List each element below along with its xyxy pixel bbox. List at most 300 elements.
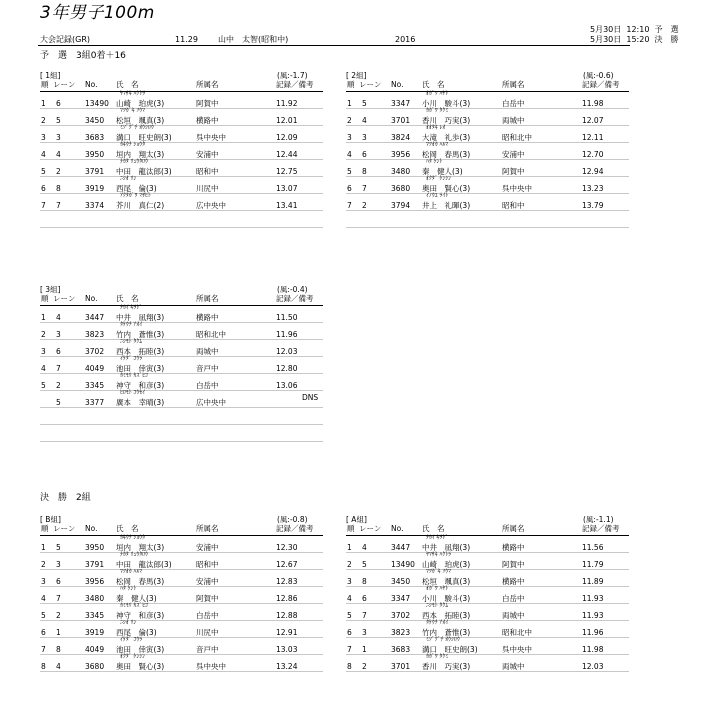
name-kana: ｲｹﾀﾞ ｺｳﾗ: [120, 637, 143, 643]
athlete-name: 神守 和彦(3): [116, 611, 165, 620]
athlete-name: 香川 巧実(3): [422, 662, 471, 671]
rank-cell: 5: [41, 381, 46, 390]
column-header-row: [40, 295, 323, 305]
athlete-name: 井上 礼暉(3): [422, 201, 471, 210]
number-cell: 3794: [391, 201, 411, 210]
name-kana: ﾅｶﾀ ﾘｭｳﾀﾛｳ: [120, 552, 148, 558]
number-cell: 3919: [85, 184, 105, 193]
athlete-name: 奥田 賢心(3): [116, 662, 165, 671]
schedule-prelim-round: 予 選: [654, 25, 679, 34]
number-cell: 3683: [391, 645, 411, 654]
schedule-prelim-date: 5月30日: [590, 25, 622, 34]
athlete-name: 山崎 珀虎(3): [116, 99, 165, 108]
col-lane-header: レーン: [53, 80, 76, 89]
lane-cell: 2: [56, 167, 61, 176]
name-kana: ﾏﾂｵｶ ﾊﾙﾏ: [120, 569, 143, 575]
number-cell: 4049: [85, 645, 105, 654]
table-row: [346, 92, 629, 109]
lane-cell: 5: [56, 398, 61, 407]
rank-cell: 5: [347, 611, 352, 620]
col-record-header: 記録／備考: [582, 524, 620, 533]
name-kana: ｶｷｳﾁ ｼｮｳﾀ: [120, 535, 146, 541]
number-cell: 3702: [85, 347, 105, 356]
final-section-label: 決 勝 2組: [40, 493, 91, 503]
record-label: 大会記録(GR): [40, 35, 90, 44]
result-time: 12.94: [582, 167, 604, 176]
lane-cell: 4: [56, 313, 61, 322]
name-kana: ｵｶﾞﾜ ﾊﾔﾄ: [426, 586, 449, 592]
name-kana: ﾋﾛﾓﾄ ｺｳｾｲ: [120, 390, 146, 396]
col-name-header: 氏 名: [116, 524, 139, 533]
column-header-row: [346, 81, 629, 91]
rank-cell: 7: [41, 645, 46, 654]
athlete-name: 奥田 賢心(3): [422, 184, 471, 193]
rank-cell: 3: [41, 347, 46, 356]
table-row: [40, 570, 323, 587]
col-no-header: No.: [85, 524, 98, 533]
rank-cell: 6: [41, 628, 46, 637]
header-rule: [38, 45, 630, 46]
result-time: 13.07: [276, 184, 298, 193]
col-school-header: 所属名: [502, 524, 525, 533]
result-time: 11.50: [276, 313, 298, 322]
name-kana: ﾆｼｵ ﾘﾝ: [120, 620, 137, 626]
school-name: 白岳中: [196, 381, 219, 390]
school-name: 広中央中: [196, 398, 226, 407]
school-name: 音戸中: [196, 364, 219, 373]
result-time: 13.79: [582, 201, 604, 210]
school-name: 安浦中: [196, 543, 219, 552]
school-name: 白岳中: [196, 611, 219, 620]
number-cell: 4049: [85, 364, 105, 373]
rank-cell: 6: [347, 628, 352, 637]
name-kana: ﾊﾀ ｹﾝﾄ: [120, 586, 137, 592]
table-row: [40, 126, 323, 143]
athlete-name: 溝口 旺史朗(3): [116, 133, 172, 142]
row-divider: [40, 227, 323, 228]
result-time: 11.56: [582, 543, 604, 552]
table-row: [40, 425, 323, 442]
lane-cell: 3: [56, 560, 61, 569]
result-time: 12.86: [276, 594, 298, 603]
name-kana: ｶﾐﾓﾘ ｶｽﾞﾋｺ: [120, 603, 148, 609]
col-rank-header: 順: [347, 80, 355, 89]
name-kana: ﾏﾂｶﾞｷ ｿｳﾏ: [120, 108, 146, 114]
table-row: [40, 357, 323, 374]
col-school-header: 所属名: [502, 80, 525, 89]
number-cell: 3447: [85, 313, 105, 322]
schedule-final-time: 15:20: [626, 35, 650, 44]
table-row: [40, 638, 323, 655]
school-name: 阿賀中: [502, 167, 525, 176]
school-name: 白岳中: [502, 594, 525, 603]
rank-cell: 1: [347, 99, 352, 108]
lane-cell: 6: [56, 347, 61, 356]
name-kana: ｲﾉｳｴ ﾗｲﾄ: [426, 193, 449, 199]
wind-reading: (風:-0.8): [277, 515, 308, 524]
schedule-prelim: [590, 26, 679, 34]
schedule-final-round: 決 勝: [654, 35, 679, 44]
record-holder: 山中 太智(昭和中): [218, 35, 289, 44]
rank-cell: 5: [41, 167, 46, 176]
name-kana: ｶﾐﾓﾘ ｶｽﾞﾋｺ: [120, 373, 148, 379]
rank-cell: 3: [41, 577, 46, 586]
school-name: 川尻中: [196, 184, 219, 193]
lane-cell: 3: [362, 133, 367, 142]
lane-cell: 7: [56, 201, 61, 210]
table-row: [40, 323, 323, 340]
lane-cell: 2: [362, 662, 367, 671]
athlete-name: 竹内 蒼惟(3): [116, 330, 165, 339]
col-name-header: 氏 名: [116, 294, 139, 303]
athlete-name: 池田 倖寅(3): [116, 364, 165, 373]
number-cell: 3701: [391, 662, 411, 671]
rank-cell: 4: [347, 150, 352, 159]
athlete-name: 中井 凪翔(3): [422, 543, 471, 552]
table-row: [346, 604, 629, 621]
athlete-name: 中田 龍汰郎(3): [116, 560, 172, 569]
name-kana: ﾅｶﾀ ﾘｭｳﾀﾛｳ: [120, 159, 148, 165]
lane-cell: 7: [56, 364, 61, 373]
record-year: 2016: [395, 35, 416, 44]
result-time: 12.67: [276, 560, 298, 569]
rank-cell: 4: [41, 594, 46, 603]
result-time: 12.83: [276, 577, 298, 586]
number-cell: 3701: [391, 116, 411, 125]
name-kana: ﾏﾂｵｶ ﾊﾙﾏ: [426, 142, 449, 148]
school-name: 阿賀中: [502, 560, 525, 569]
prelim-section-label: 予 選 3組0着＋16: [40, 51, 126, 61]
athlete-name: 松岡 春馬(3): [116, 577, 165, 586]
col-rank-header: 順: [347, 524, 355, 533]
name-kana: ｶｶﾞﾜ ﾀｸﾐ: [426, 654, 449, 660]
heat-title: [ 2組]: [346, 71, 367, 80]
name-kana: ﾊﾀ ｹﾝﾄ: [426, 159, 443, 165]
rank-cell: 2: [41, 116, 46, 125]
col-record-header: 記録／備考: [276, 294, 314, 303]
lane-cell: 6: [56, 577, 61, 586]
athlete-name: 溝口 旺史朗(3): [422, 645, 478, 654]
athlete-name: 西尾 倫(3): [116, 184, 157, 193]
number-cell: 3956: [85, 577, 105, 586]
number-cell: 3950: [85, 543, 105, 552]
number-cell: 3919: [85, 628, 105, 637]
rank-cell: 5: [347, 167, 352, 176]
number-cell: 3680: [85, 662, 105, 671]
wind-reading: (風:-0.4): [277, 285, 308, 294]
athlete-name: 垣内 翔太(3): [116, 150, 165, 159]
name-kana: ﾆｼﾓﾄ ﾀｸﾑ: [120, 339, 143, 345]
wind-reading: (風:-1.7): [277, 71, 308, 80]
table-row: [40, 604, 323, 621]
result-time: 12.80: [276, 364, 298, 373]
number-cell: 3450: [85, 116, 105, 125]
table-row: [40, 536, 323, 553]
result-time: 13.03: [276, 645, 298, 654]
school-name: 安浦中: [502, 150, 525, 159]
school-name: 昭和北中: [196, 330, 226, 339]
rank-cell: 7: [347, 645, 352, 654]
lane-cell: 7: [362, 611, 367, 620]
table-row: [40, 553, 323, 570]
result-time: 12.01: [276, 116, 298, 125]
name-kana: ﾅｶｲ ｷﾗﾄﾞ: [426, 535, 449, 541]
number-cell: 3480: [391, 167, 411, 176]
lane-cell: 3: [362, 628, 367, 637]
lane-cell: 5: [56, 116, 61, 125]
rank-cell: 3: [347, 133, 352, 142]
number-cell: 3791: [85, 167, 105, 176]
table-row: [40, 391, 323, 408]
lane-cell: 5: [56, 543, 61, 552]
result-time: 12.44: [276, 150, 298, 159]
athlete-name: 竹内 蒼惟(3): [422, 628, 471, 637]
lane-cell: 6: [362, 594, 367, 603]
school-name: 昭和中: [196, 560, 219, 569]
school-name: 横路中: [502, 577, 525, 586]
number-cell: 3377: [85, 398, 105, 407]
school-name: 呉中央中: [502, 645, 532, 654]
number-cell: 3823: [391, 628, 411, 637]
column-header-row: [40, 81, 323, 91]
col-record-header: 記録／備考: [582, 80, 620, 89]
heat-title: [ 1組]: [40, 71, 61, 80]
heat-title: [ B組]: [40, 515, 61, 524]
school-name: 両城中: [502, 116, 525, 125]
school-name: 横路中: [196, 313, 219, 322]
athlete-name: 秦 健人(3): [116, 594, 157, 603]
rank-cell: 2: [41, 330, 46, 339]
result-time: 13.41: [276, 201, 298, 210]
name-kana: ｵｵﾀｷ ﾚｵ: [426, 125, 446, 131]
col-rank-header: 順: [41, 294, 49, 303]
result-time: 12.03: [582, 662, 604, 671]
col-record-header: 記録／備考: [276, 80, 314, 89]
col-lane-header: レーン: [359, 80, 382, 89]
col-no-header: No.: [391, 524, 404, 533]
result-note: DNS: [302, 393, 319, 402]
number-cell: 3950: [85, 150, 105, 159]
athlete-name: 西尾 倫(3): [116, 628, 157, 637]
athlete-name: 垣内 翔太(3): [116, 543, 165, 552]
lane-cell: 8: [362, 577, 367, 586]
lane-cell: 2: [362, 201, 367, 210]
schedule-prelim-time: 12:10: [626, 25, 650, 34]
school-name: 呉中央中: [502, 184, 532, 193]
result-time: 12.91: [276, 628, 298, 637]
name-kana: ﾅｶｲ ｷﾗﾄﾞ: [120, 305, 143, 311]
lane-cell: 5: [362, 560, 367, 569]
result-time: 12.07: [582, 116, 604, 125]
lane-cell: 2: [56, 381, 61, 390]
number-cell: 13490: [391, 560, 415, 569]
heat-title: [ 3組]: [40, 285, 61, 294]
lane-cell: 4: [56, 150, 61, 159]
number-cell: 3345: [85, 381, 105, 390]
rank-cell: 6: [347, 184, 352, 193]
column-header-row: [40, 525, 323, 535]
number-cell: 3347: [391, 594, 411, 603]
athlete-name: 小川 駿斗(3): [422, 99, 471, 108]
school-name: 呉中央中: [196, 133, 226, 142]
result-time: 11.98: [582, 99, 604, 108]
school-name: 安浦中: [196, 150, 219, 159]
name-kana: ﾔﾏｻｷ ﾊｸﾄﾗ: [426, 552, 452, 558]
col-name-header: 氏 名: [422, 524, 445, 533]
name-kana: ﾔﾏｻｷ ﾊｸﾄﾗ: [120, 91, 146, 97]
result-time: 11.89: [582, 577, 604, 586]
table-row: [40, 306, 323, 323]
result-time: 12.88: [276, 611, 298, 620]
table-row: [40, 340, 323, 357]
col-rank-header: 順: [41, 80, 49, 89]
school-name: 昭和中: [196, 167, 219, 176]
col-rank-header: 順: [41, 524, 49, 533]
rank-cell: 4: [347, 594, 352, 603]
lane-cell: 8: [56, 184, 61, 193]
table-row: [40, 177, 323, 194]
heat-title: [ A組]: [346, 515, 367, 524]
lane-cell: 1: [362, 645, 367, 654]
number-cell: 3450: [391, 577, 411, 586]
school-name: 白岳中: [502, 99, 525, 108]
number-cell: 3824: [391, 133, 411, 142]
table-row: [346, 177, 629, 194]
table-row: [40, 587, 323, 604]
table-row: [346, 553, 629, 570]
number-cell: 3480: [85, 594, 105, 603]
athlete-name: 松垣 颯真(3): [422, 577, 471, 586]
number-cell: 3374: [85, 201, 105, 210]
result-time: 13.24: [276, 662, 298, 671]
athlete-name: 秦 健人(3): [422, 167, 463, 176]
result-time: 11.93: [582, 594, 604, 603]
event-title: 3年男子100m: [40, 3, 155, 23]
athlete-name: 中井 凪翔(3): [116, 313, 165, 322]
table-row: [346, 587, 629, 604]
number-cell: 3680: [391, 184, 411, 193]
wind-reading: (風:-0.6): [583, 71, 614, 80]
rank-cell: 7: [347, 201, 352, 210]
number-cell: 3683: [85, 133, 105, 142]
result-time: 12.70: [582, 150, 604, 159]
number-cell: 3447: [391, 543, 411, 552]
table-row: [40, 408, 323, 425]
col-school-header: 所属名: [196, 80, 219, 89]
name-kana: ｶｶﾞﾜ ﾀｸﾐ: [426, 108, 449, 114]
lane-cell: 7: [362, 184, 367, 193]
athlete-name: 松岡 春馬(3): [422, 150, 471, 159]
number-cell: 3791: [85, 560, 105, 569]
row-divider: [40, 671, 323, 672]
rank-cell: 1: [41, 313, 46, 322]
name-kana: ﾆｼｵ ﾘﾝ: [120, 176, 137, 182]
rank-cell: 4: [41, 364, 46, 373]
lane-cell: 3: [56, 330, 61, 339]
table-row: [346, 655, 629, 672]
lane-cell: 6: [362, 150, 367, 159]
table-row: [346, 126, 629, 143]
table-row: [346, 570, 629, 587]
col-lane-header: レーン: [359, 524, 382, 533]
school-name: 広中央中: [196, 201, 226, 210]
rank-cell: 7: [41, 201, 46, 210]
result-time: 12.75: [276, 167, 298, 176]
result-time: 13.23: [582, 184, 604, 193]
lane-cell: 1: [56, 628, 61, 637]
table-row: [40, 211, 323, 228]
col-no-header: No.: [391, 80, 404, 89]
rank-cell: 8: [347, 662, 352, 671]
table-row: [40, 160, 323, 177]
col-name-header: 氏 名: [116, 80, 139, 89]
athlete-name: 芥川 真仁(2): [116, 201, 165, 210]
school-name: 安浦中: [196, 577, 219, 586]
lane-cell: 4: [362, 543, 367, 552]
name-kana: ｶｷｳﾁ ｼｮｳﾀ: [120, 142, 146, 148]
result-time: 12.09: [276, 133, 298, 142]
result-time: 11.96: [276, 330, 298, 339]
name-kana: ｵｶﾞﾜ ﾊﾔﾄ: [426, 91, 449, 97]
col-name-header: 氏 名: [422, 80, 445, 89]
result-time: 12.30: [276, 543, 298, 552]
table-row: [346, 536, 629, 553]
col-no-header: No.: [85, 80, 98, 89]
rank-cell: 4: [41, 150, 46, 159]
col-lane-header: レーン: [53, 524, 76, 533]
athlete-name: 香川 巧実(3): [422, 116, 471, 125]
lane-cell: 4: [56, 662, 61, 671]
rank-cell: 3: [41, 133, 46, 142]
rank-cell: 8: [41, 662, 46, 671]
name-kana: ﾐｿﾞｸﾞﾁ ｵｳｼﾛｳ: [120, 125, 154, 131]
school-name: 昭和中: [502, 201, 525, 210]
table-row: [40, 194, 323, 211]
name-kana: ﾆｼﾓﾄ ﾀｸﾑ: [426, 603, 449, 609]
table-row: [40, 143, 323, 160]
lane-cell: 7: [56, 594, 61, 603]
athlete-name: 廣本 幸晴(3): [116, 398, 165, 407]
number-cell: 3702: [391, 611, 411, 620]
number-cell: 3956: [391, 150, 411, 159]
rank-cell: 1: [41, 99, 46, 108]
col-record-header: 記録／備考: [276, 524, 314, 533]
wind-reading: (風:-1.1): [583, 515, 614, 524]
rank-cell: 5: [41, 611, 46, 620]
school-name: 昭和北中: [502, 133, 532, 142]
table-row: [40, 621, 323, 638]
table-row: [40, 109, 323, 126]
table-row: [346, 621, 629, 638]
result-time: 13.06: [276, 381, 298, 390]
number-cell: 3823: [85, 330, 105, 339]
rank-cell: 1: [347, 543, 352, 552]
record-time: 11.29: [175, 35, 198, 44]
table-row: [346, 194, 629, 211]
lane-cell: 2: [56, 611, 61, 620]
schedule-final-date: 5月30日: [590, 35, 622, 44]
athlete-name: 池田 倖寅(3): [116, 645, 165, 654]
row-divider: [40, 441, 323, 442]
lane-cell: 4: [362, 116, 367, 125]
table-row: [346, 638, 629, 655]
table-row: [40, 92, 323, 109]
col-lane-header: レーン: [53, 294, 76, 303]
col-no-header: No.: [85, 294, 98, 303]
result-time: 11.79: [582, 560, 604, 569]
rank-cell: 2: [41, 560, 46, 569]
name-kana: ﾀｹｳﾁ ｱｵｲ: [120, 322, 143, 328]
